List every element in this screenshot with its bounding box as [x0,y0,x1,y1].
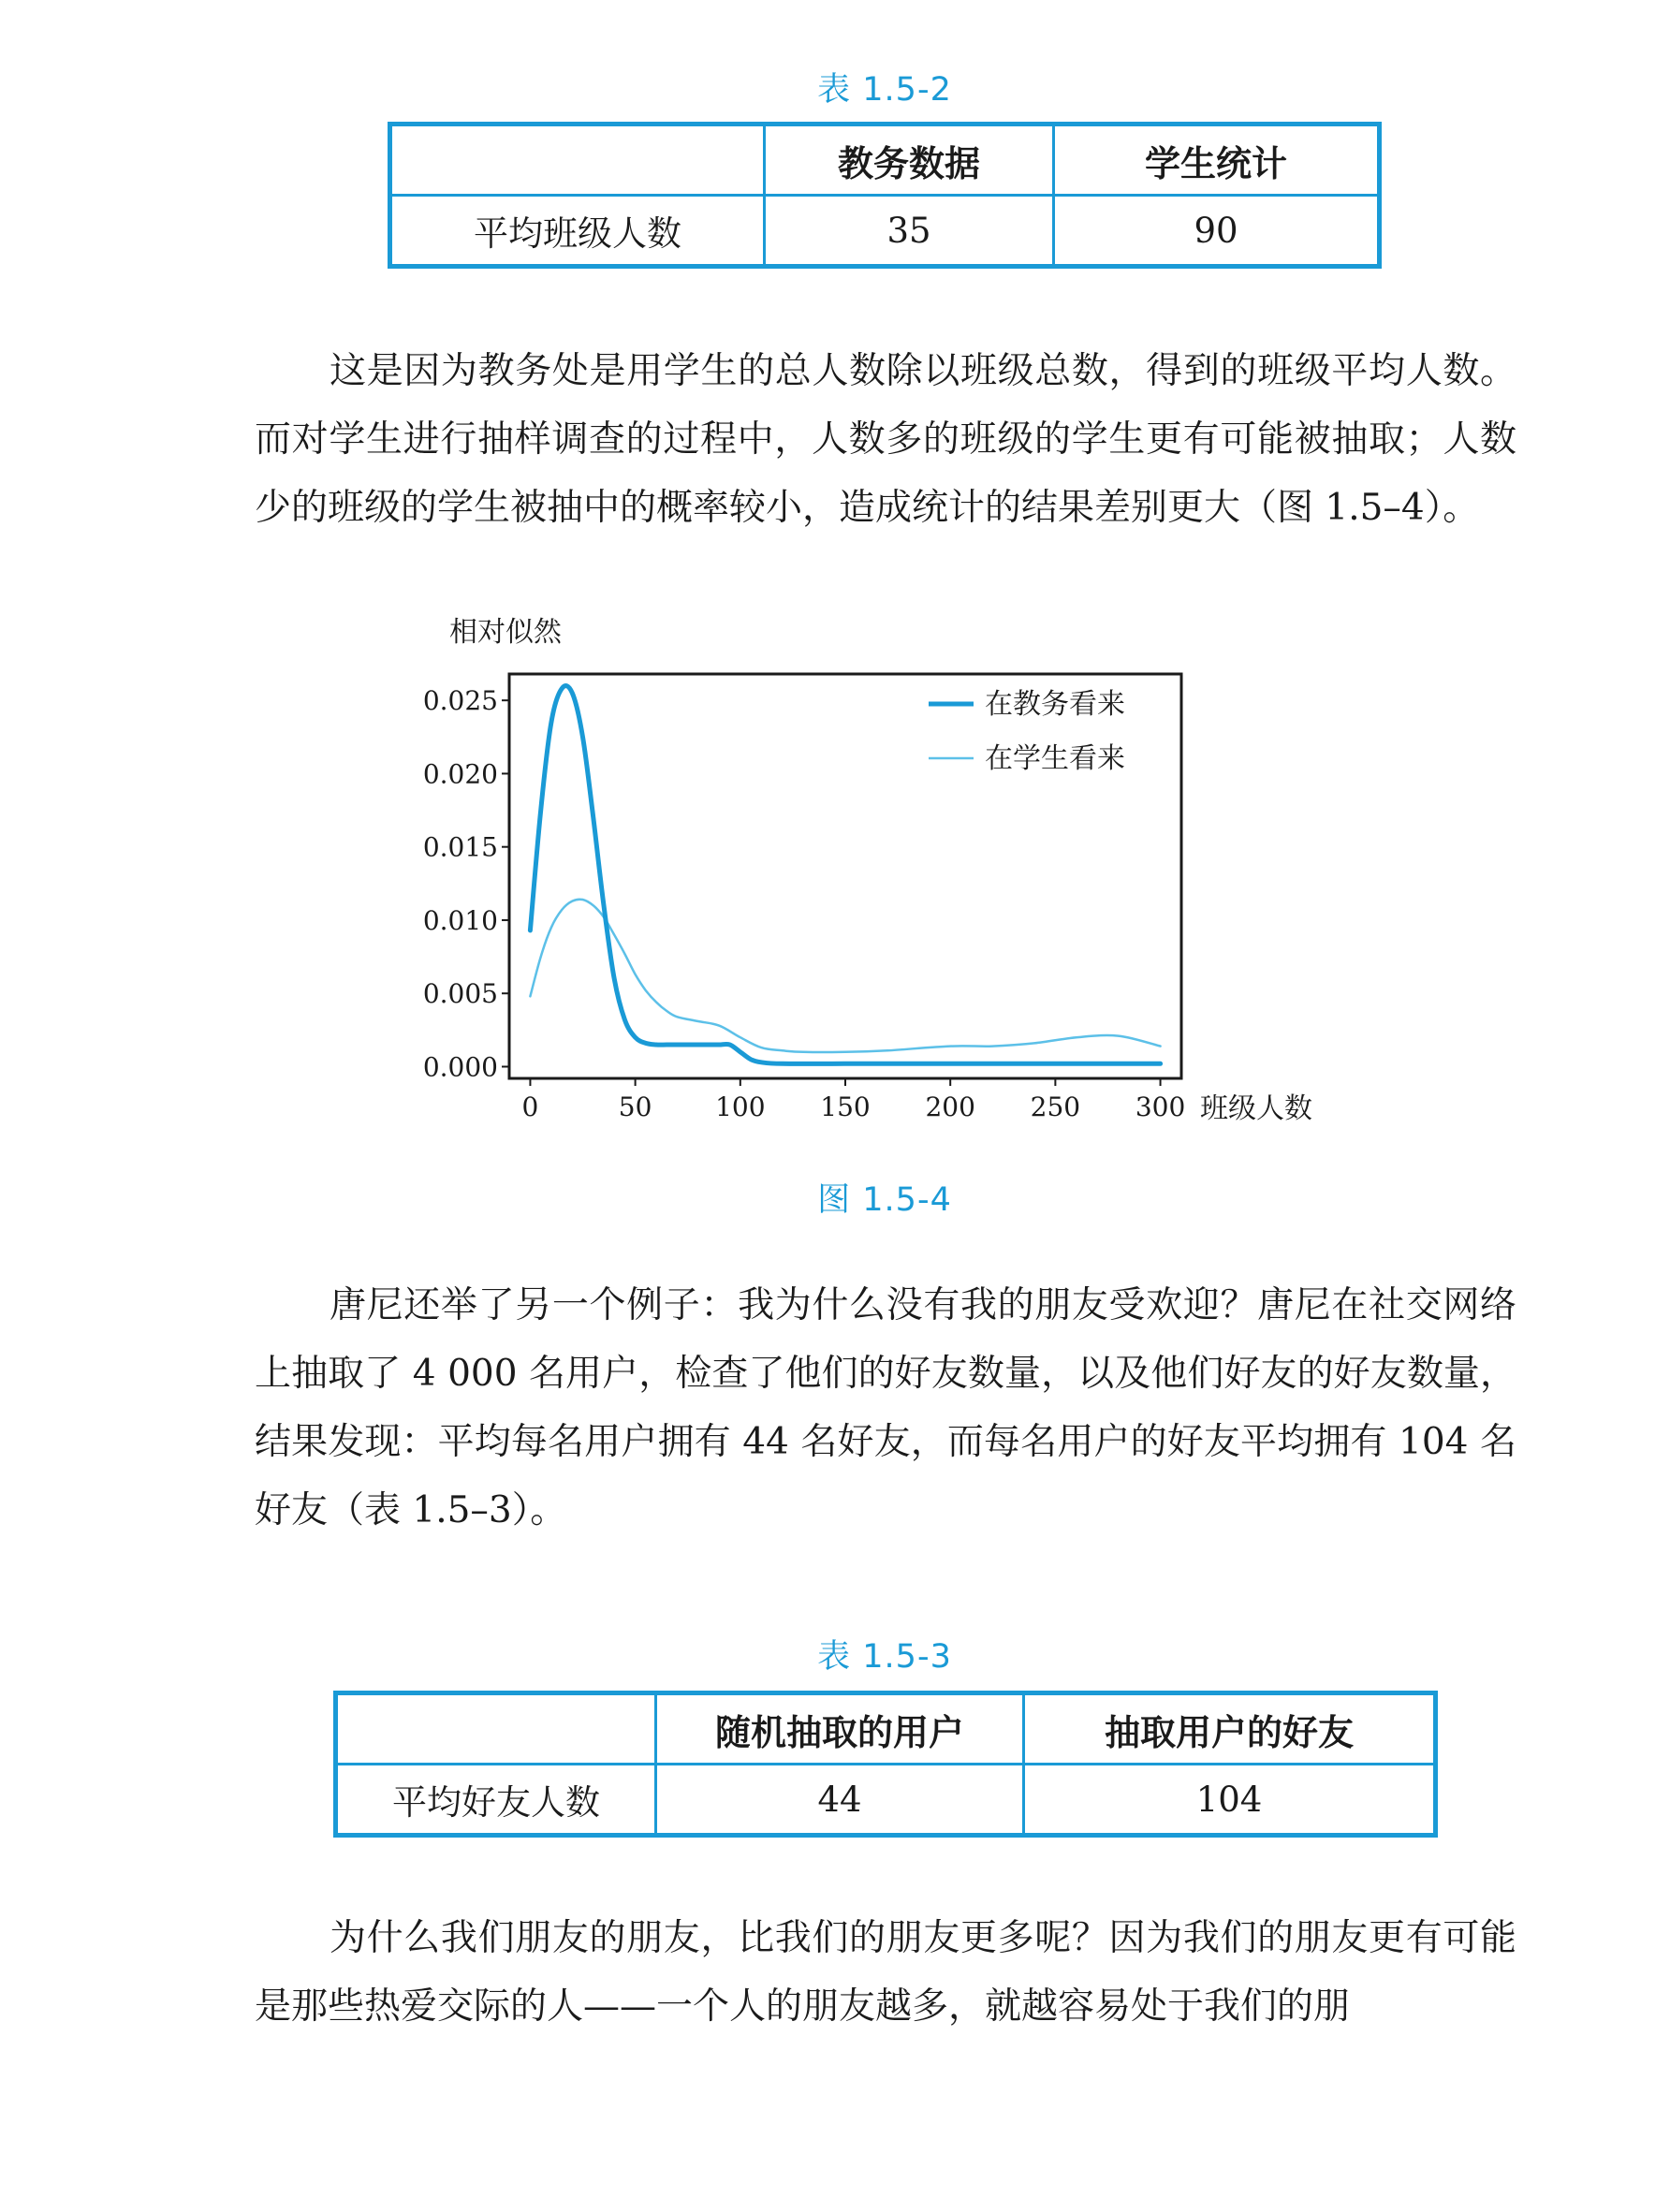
body-paragraph: 唐尼还举了另一个例子：我为什么没有我的朋友受欢迎？唐尼在社交网络上抽取了 4 000 名用户，检查了他们的好友数量，以及他们好友的好友数量，结果发现：平均每名用户拥有 44 名好友，而每名用户的好友平均拥有 104 名好友（表 1.5–3）。 [255,1284,1516,1531]
table-caption: 表 1.5-2 [817,71,952,109]
x-tick-label: 0 [521,1091,539,1122]
table-header-row [390,125,1380,196]
plot-frame [509,674,1181,1078]
y-axis-label: 相对似然 [449,616,562,649]
y-tick-label: 0.020 [422,758,498,790]
legend-label: 在学生看来 [985,742,1125,775]
y-tick-label: 0.005 [422,978,498,1010]
table-cell: 90 [1054,196,1380,267]
body-paragraph: 为什么我们朋友的朋友，比我们的朋友更多呢？因为我们的朋友更有可能是那些热爱交际的人——一个人的朋友越多，就越容易处于我们的朋 [255,1917,1516,2028]
table-row [390,196,1380,267]
table-row [336,1765,1436,1836]
figure-caption: 图 1.5-4 [817,1181,952,1219]
y-tick-label: 0.015 [422,831,498,863]
likelihood-chart [412,599,1348,1142]
y-tick-label: 0.010 [422,904,498,936]
x-tick-label: 100 [715,1091,766,1122]
series-line-2 [530,900,1160,1052]
table-header-row [336,1693,1436,1765]
row-label: 平均好友人数 [336,1765,656,1836]
body-paragraph: 这是因为教务处是用学生的总人数除以班级总数，得到的班级平均人数。而对学生进行抽样调查的过程中，人数多的班级的学生更有可能被抽取；人数少的班级的学生被抽中的概率较小，造成统计的结果差别更大（图 1.5–4）。 [255,350,1516,529]
average-class-size-table [388,122,1382,269]
row-label: 平均班级人数 [390,196,765,267]
legend-label: 在教务看来 [985,688,1125,721]
x-tick-label: 150 [820,1091,871,1122]
y-tick-label: 0.000 [422,1051,498,1083]
x-tick-label: 250 [1030,1091,1081,1122]
table-header-cell [336,1693,656,1765]
x-tick-label: 50 [618,1091,652,1122]
x-axis-label: 班级人数 [1200,1092,1312,1125]
average-friend-count-table [333,1691,1438,1838]
table-cell: 44 [656,1765,1024,1836]
table-cell: 104 [1024,1765,1436,1836]
table-header-cell: 学生统计 [1054,125,1380,196]
table-header-cell: 教务数据 [765,125,1054,196]
y-tick-label: 0.025 [422,685,498,717]
table-header-cell [390,125,765,196]
table-cell: 35 [765,196,1054,267]
table-caption: 表 1.5-3 [817,1638,952,1676]
x-tick-label: 200 [925,1091,975,1122]
table-header-cell: 随机抽取的用户 [656,1693,1024,1765]
x-tick-label: 300 [1135,1091,1186,1122]
table-header-cell: 抽取用户的好友 [1024,1693,1436,1765]
